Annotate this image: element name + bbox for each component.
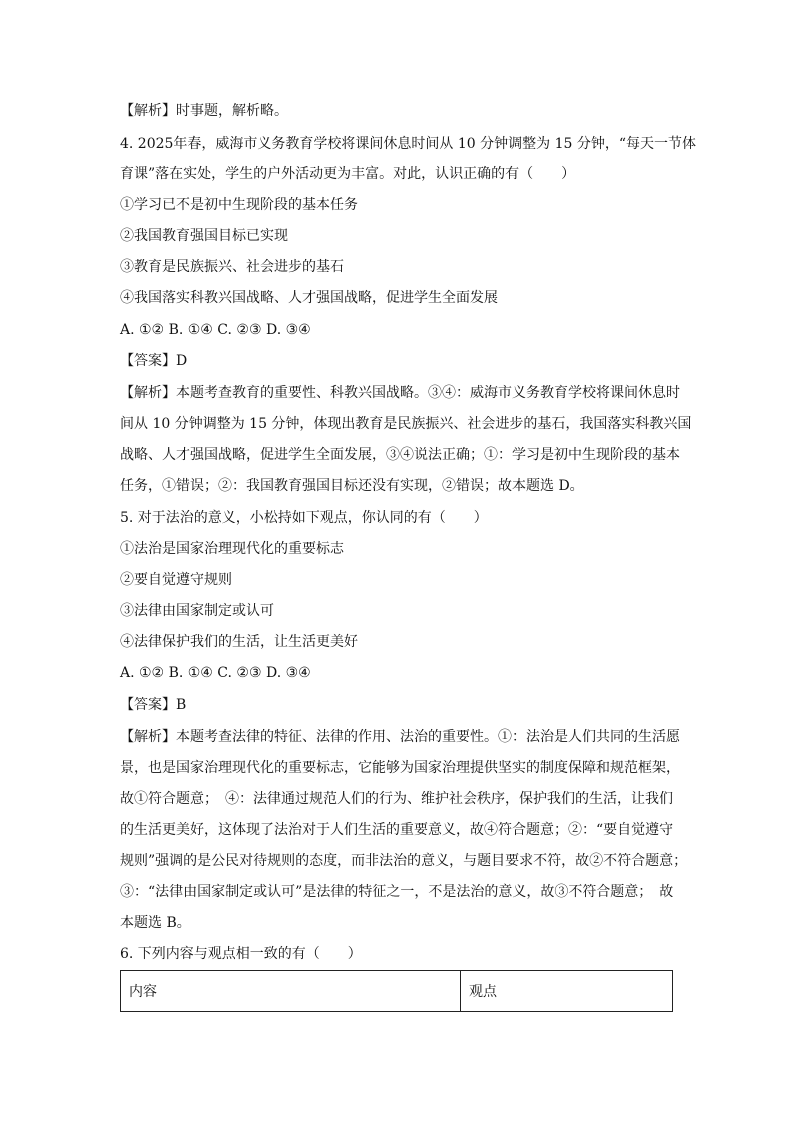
text-line: 本题选 B。 xyxy=(120,915,191,931)
answer-line: 【答案】B xyxy=(120,697,187,713)
text-line: 【解析】时事题，解析略。 xyxy=(120,103,288,119)
text-line: 6. 下列内容与观点相一致的有（ ） xyxy=(120,946,362,962)
text-line: 规则”强调的是公民对待规则的态度，而非法治的意义，与题目要求不符，故②不符合题意； xyxy=(120,853,688,869)
text-line: 育课”落在实处，学生的户外活动更为丰富。对此，认识正确的有（ ） xyxy=(120,166,576,182)
text-line: ①法治是国家治理现代化的重要标志 xyxy=(120,541,344,557)
text-line: 5. 对于法治的意义，小松持如下观点，你认同的有（ ） xyxy=(120,510,488,526)
text-line: 4. 2025年春，威海市义务教育学校将课间休息时间从 10 分钟调整为 15 分钟，“每天一节体 xyxy=(120,136,697,152)
table-header-viewpoint: 观点 xyxy=(469,984,497,1000)
text-line: ④我国落实科教兴国战略、人才强国战略，促进学生全面发展 xyxy=(120,290,498,306)
question-table xyxy=(120,970,673,1012)
text-line: ③法律由国家制定或认可 xyxy=(120,603,274,619)
text-line: ①学习已不是初中生现阶段的基本任务 xyxy=(120,197,358,213)
text-line: 战略、人才强国战略，促进学生全面发展，③④说法正确；①：学习是初中生现阶段的基本 xyxy=(120,447,680,463)
text-line: 【解析】本题考查法律的特征、法律的作用、法治的重要性。①：法治是人们共同的生活愿 xyxy=(120,729,680,745)
text-line: A. ①② B. ①④ C. ②③ D. ③④ xyxy=(120,665,311,681)
text-line: A. ①② B. ①④ C. ②③ D. ③④ xyxy=(120,322,311,338)
text-line: 故①符合题意； ④：法律通过规范人们的行为、维护社会秩序，保护我们的生活，让我们 xyxy=(120,791,673,807)
text-line: ④法律保护我们的生活，让生活更美好 xyxy=(120,634,358,650)
text-line: ②我国教育强国目标已实现 xyxy=(120,228,288,244)
text-line: ③：“法律由国家制定或认可”是法律的特征之一，不是法治的意义，故③不符合题意； 故 xyxy=(120,884,674,900)
text-line: 的生活更美好，这体现了法治对于人们生活的重要意义，故④符合题意；②：“要自觉遵守 xyxy=(120,822,674,838)
answer-line: 【答案】D xyxy=(120,353,188,369)
table-header-content: 内容 xyxy=(121,971,461,1011)
text-line: ②要自觉遵守规则 xyxy=(120,572,232,588)
text-line: 任务，①错误；②：我国教育强国目标还没有实现，②错误；故本题选 D。 xyxy=(120,478,584,494)
text-line: ③教育是民族振兴、社会进步的基石 xyxy=(120,259,344,275)
text-line: 景，也是国家治理现代化的重要标志，它能够为国家治理提供坚实的制度保障和规范框架， xyxy=(120,760,680,776)
text-line: 间从 10 分钟调整为 15 分钟，体现出教育是民族振兴、社会进步的基石，我国落实科教兴国 xyxy=(120,416,692,432)
text-line: 【解析】本题考查教育的重要性、科教兴国战略。③④：威海市义务教育学校将课间休息时 xyxy=(120,385,680,401)
